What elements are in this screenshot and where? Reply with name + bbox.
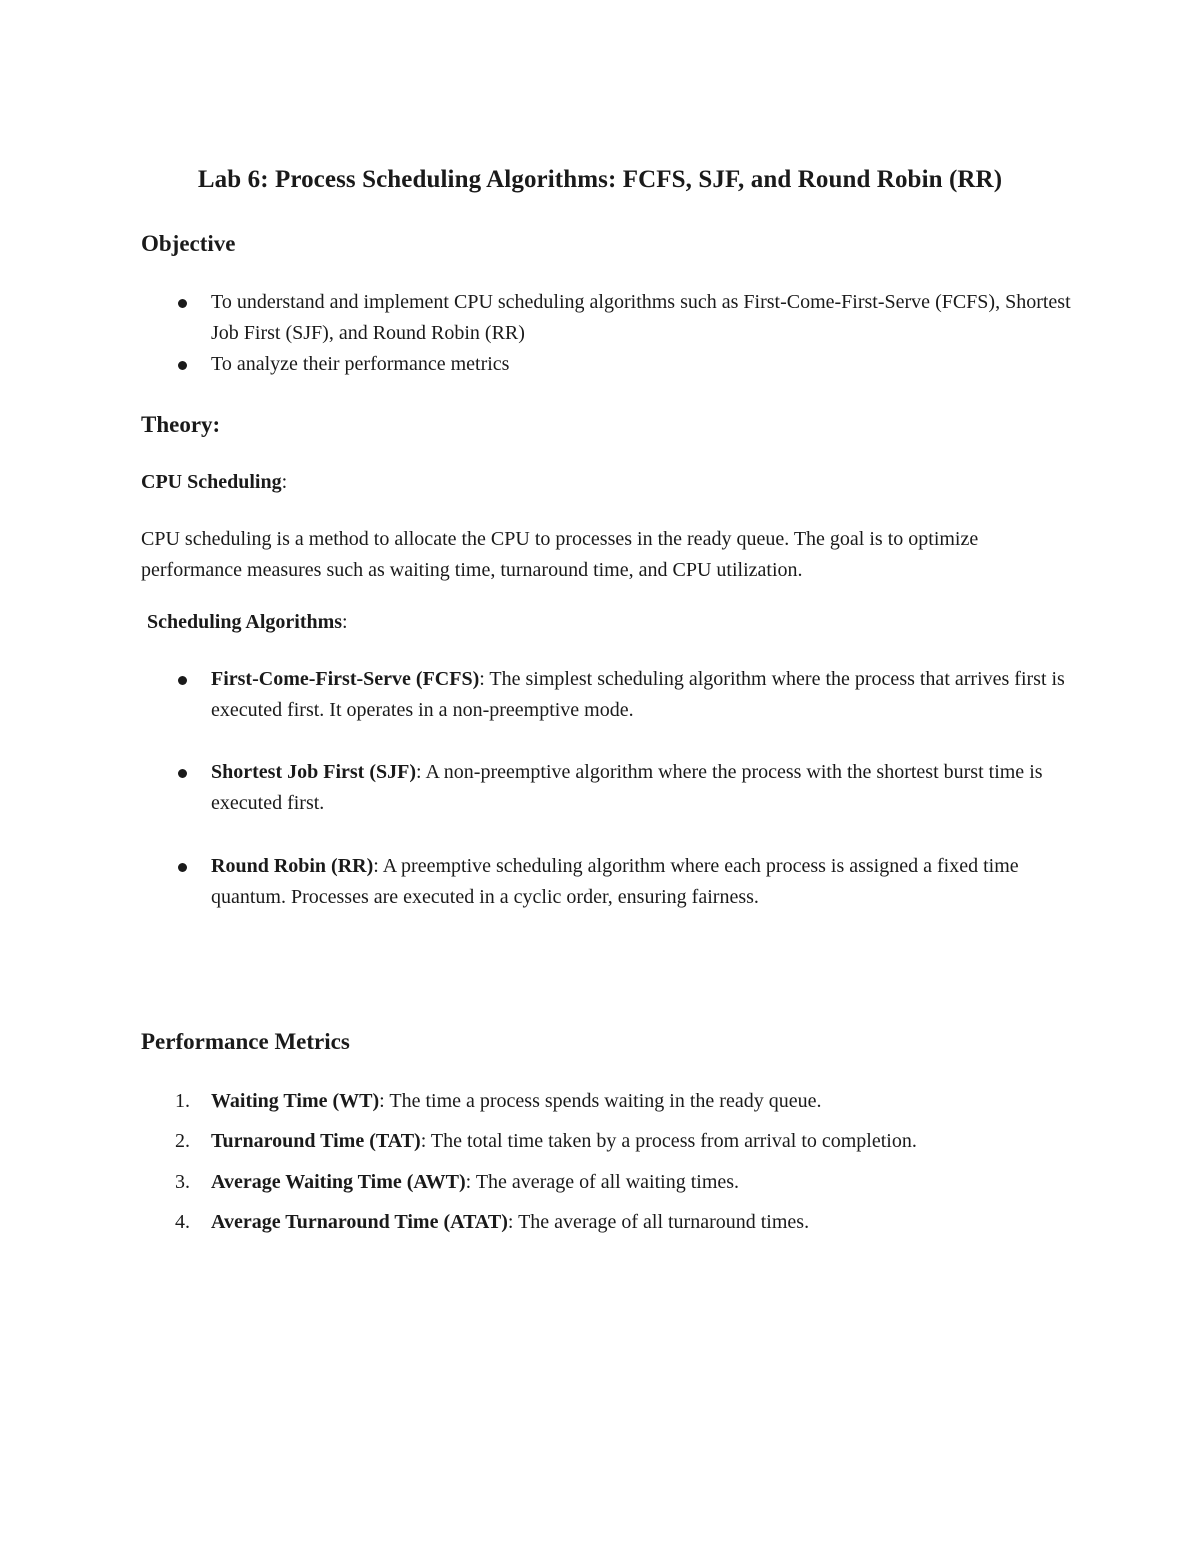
- algorithm-desc: : The simplest scheduling algorithm where the process that arrives first is executed first. It operates in a non-preemptive mode.: [211, 668, 1065, 721]
- cpu-scheduling-heading-colon: :: [281, 471, 288, 493]
- algorithm-item: [211, 851, 1071, 913]
- metric-desc: : The total time taken by a process from arrival to completion.: [420, 1130, 917, 1152]
- algorithm-item: [211, 757, 1071, 819]
- metric-number: 4.: [175, 1211, 190, 1233]
- algorithm-term: Round Robin (RR): [211, 855, 374, 877]
- algorithm-item: [211, 664, 1071, 726]
- metric-number: 2.: [175, 1130, 190, 1152]
- bullet-icon: [178, 769, 187, 778]
- metric-desc: : The average of all waiting times.: [465, 1171, 740, 1193]
- objective-item-text: To analyze their performance metrics: [211, 353, 510, 375]
- scheduling-algorithms-heading-text: Scheduling Algorithms: [147, 611, 343, 633]
- metric-term: Turnaround Time (TAT): [211, 1130, 421, 1152]
- metric-number: 3.: [175, 1171, 190, 1193]
- scheduling-algorithms-heading: [147, 611, 348, 634]
- metric-item: [175, 1167, 1071, 1198]
- metric-item: [175, 1126, 1071, 1157]
- metric-item: [175, 1086, 1071, 1117]
- bullet-icon: [178, 676, 187, 685]
- metric-term: Average Waiting Time (AWT): [211, 1171, 466, 1193]
- algorithm-term: First-Come-First-Serve (FCFS): [211, 668, 480, 690]
- objective-heading: Objective: [141, 231, 236, 256]
- objective-item: [211, 349, 1071, 380]
- bullet-icon: [178, 299, 187, 308]
- metric-desc: : The average of all turnaround times.: [507, 1211, 810, 1233]
- algorithm-term: Shortest Job First (SJF): [211, 761, 416, 783]
- cpu-scheduling-heading-text: CPU Scheduling: [141, 471, 282, 493]
- metric-item: [175, 1207, 1071, 1238]
- cpu-scheduling-paragraph: CPU scheduling is a method to allocate the CPU to processes in the ready queue. The goal is to optimize performance measures such as waiting time, turnaround time, and CPU utilization.: [141, 528, 979, 581]
- metric-term: Waiting Time (WT): [211, 1090, 380, 1112]
- theory-heading: Theory:: [141, 412, 221, 437]
- metric-term: Average Turnaround Time (ATAT): [211, 1211, 508, 1233]
- algorithm-desc: : A preemptive scheduling algorithm where each process is assigned a fixed time quantum. Processes are executed in a cyclic order, ensuring fairness.: [211, 855, 1019, 908]
- metric-desc: : The time a process spends waiting in the ready queue.: [379, 1090, 822, 1112]
- metric-number: 1.: [175, 1090, 190, 1112]
- algorithm-desc: : A non-preemptive algorithm where the process with the shortest burst time is executed first.: [211, 761, 1043, 814]
- objective-item: [211, 287, 1071, 349]
- objective-item-text: To understand and implement CPU scheduling algorithms such as First-Come-First-Serve (FCFS), Shortest Job First (SJF), and Round Robin (RR): [211, 291, 1071, 344]
- bullet-icon: [178, 863, 187, 872]
- bullet-icon: [178, 361, 187, 370]
- scheduling-algorithms-heading-colon: :: [342, 611, 348, 633]
- cpu-scheduling-heading: [141, 471, 287, 494]
- document-title: Lab 6: Process Scheduling Algorithms: FCFS, SJF, and Round Robin (RR): [197, 166, 1003, 193]
- performance-metrics-heading: Performance Metrics: [141, 1029, 350, 1054]
